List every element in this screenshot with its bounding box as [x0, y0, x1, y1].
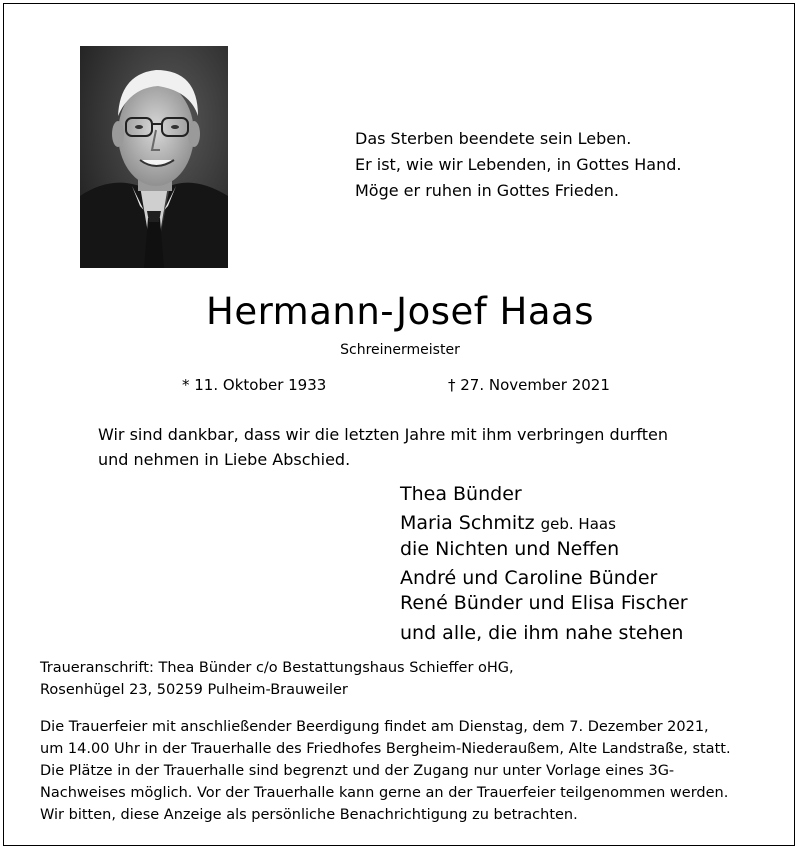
- mourner-line: und alle, die ihm nahe stehen: [400, 622, 684, 644]
- mourners-list: [400, 482, 688, 646]
- poem: [355, 126, 681, 204]
- portrait-photo: [80, 46, 228, 268]
- mourner-line: [400, 511, 688, 537]
- portrait-image: [80, 46, 228, 268]
- poem-line: Möge er ruhen in Gottes Frieden.: [355, 181, 619, 200]
- deceased-name: Hermann-Josef Haas: [206, 290, 594, 333]
- mourner-line: die Nichten und Neffen: [400, 538, 620, 560]
- birth-date: * 11. Oktober 1933: [182, 376, 327, 394]
- ceremony-line: Die Plätze in der Trauerhalle sind begrenzt und der Zugang nur unter Vorlage eines 3G-: [40, 763, 675, 779]
- deceased-profession: Schreinermeister: [340, 342, 460, 358]
- address-line: Traueranschrift: Thea Bünder c/o Bestattungshaus Schieffer oHG,: [40, 660, 514, 676]
- mourner-line: René Bünder und Elisa Fischer: [400, 592, 688, 614]
- poem-line: Das Sterben beendete sein Leben.: [355, 129, 632, 148]
- mourner-line: André und Caroline Bünder: [400, 567, 658, 589]
- mourner-line: Thea Bünder: [400, 483, 522, 505]
- mourner-name: Maria Schmitz: [400, 512, 535, 534]
- ceremony-line: um 14.00 Uhr in der Trauerhalle des Friedhofes Bergheim-Niederaußem, Alte Landstraße, statt.: [40, 741, 731, 757]
- ceremony-line: Wir bitten, diese Anzeige als persönliche Benachrichtigung zu betrachten.: [40, 807, 578, 823]
- ceremony-line: Die Trauerfeier mit anschließender Beerdigung findet am Dienstag, dem 7. Dezember 2021,: [40, 719, 709, 735]
- death-date: † 27. November 2021: [448, 376, 610, 394]
- gratitude-line: und nehmen in Liebe Abschied.: [98, 450, 351, 469]
- address-line: Rosenhügel 23, 50259 Pulheim-Brauweiler: [40, 682, 348, 698]
- ceremony-info: [40, 716, 731, 826]
- gratitude-text: [98, 422, 668, 472]
- condolence-address: [40, 657, 514, 701]
- gratitude-line: Wir sind dankbar, dass wir die letzten Jahre mit ihm verbringen durften: [98, 425, 668, 444]
- poem-line: Er ist, wie wir Lebenden, in Gottes Hand.: [355, 155, 682, 174]
- ceremony-line: Nachweises möglich. Vor der Trauerhalle kann gerne an der Trauerfeier teilgenommen werden.: [40, 785, 729, 801]
- maiden-name: geb. Haas: [540, 515, 616, 533]
